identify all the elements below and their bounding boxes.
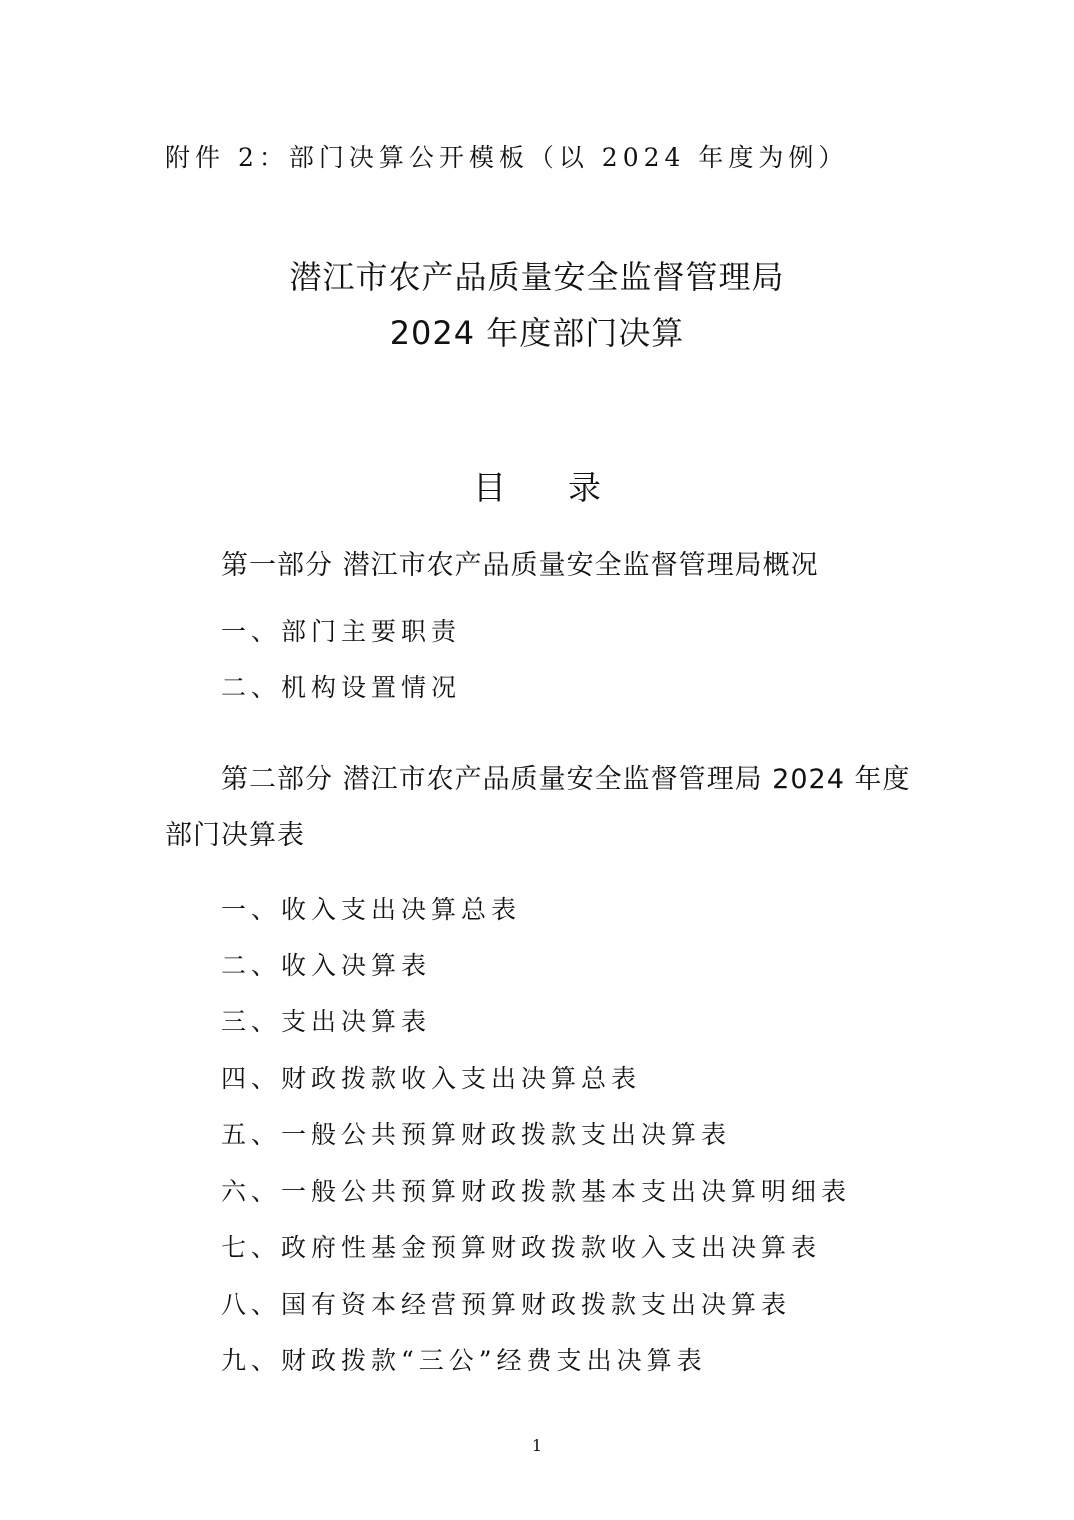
toc-part2-item: 五、一般公共预算财政拨款支出决算表 [221,1120,732,1149]
page-number: 1 [531,1436,543,1455]
toc-part2-item: 四、财政拨款收入支出决算总表 [221,1064,642,1093]
toc-part2-item: 九、财政拨款“三公”经费支出决算表 [221,1346,707,1375]
document-title-line1: 潜江市农产品质量安全监督管理局 [289,258,785,296]
toc-part2-item: 二、收入决算表 [221,951,432,980]
document-title-line2: 2024 年度部门决算 [389,314,685,352]
toc-part2-item: 六、一般公共预算财政拨款基本支出决算明细表 [221,1177,852,1206]
toc-part2-heading-cont: 部门决算表 [165,820,305,851]
toc-heading-right: 录 [568,468,601,507]
toc-part2-item: 七、政府性基金预算财政拨款收入支出决算表 [221,1233,822,1262]
toc-heading-left: 目 [473,468,506,507]
toc-part1-item: 一、部门主要职责 [221,617,462,646]
toc-part2-item: 八、国有资本经营预算财政拨款支出决算表 [221,1290,792,1319]
toc-part1-item: 二、机构设置情况 [221,673,462,702]
attachment-label: 附件 2：部门决算公开模板（以 2024 年度为例） [165,143,849,172]
toc-part2-heading: 第二部分 潜江市农产品质量安全监督管理局 2024 年度 [221,764,911,795]
toc-heading [0,462,1074,509]
toc-part2-item: 三、支出决算表 [221,1007,432,1036]
toc-part1-heading: 第一部分 潜江市农产品质量安全监督管理局概况 [221,550,819,581]
toc-part2-item: 一、收入支出决算总表 [221,895,522,924]
